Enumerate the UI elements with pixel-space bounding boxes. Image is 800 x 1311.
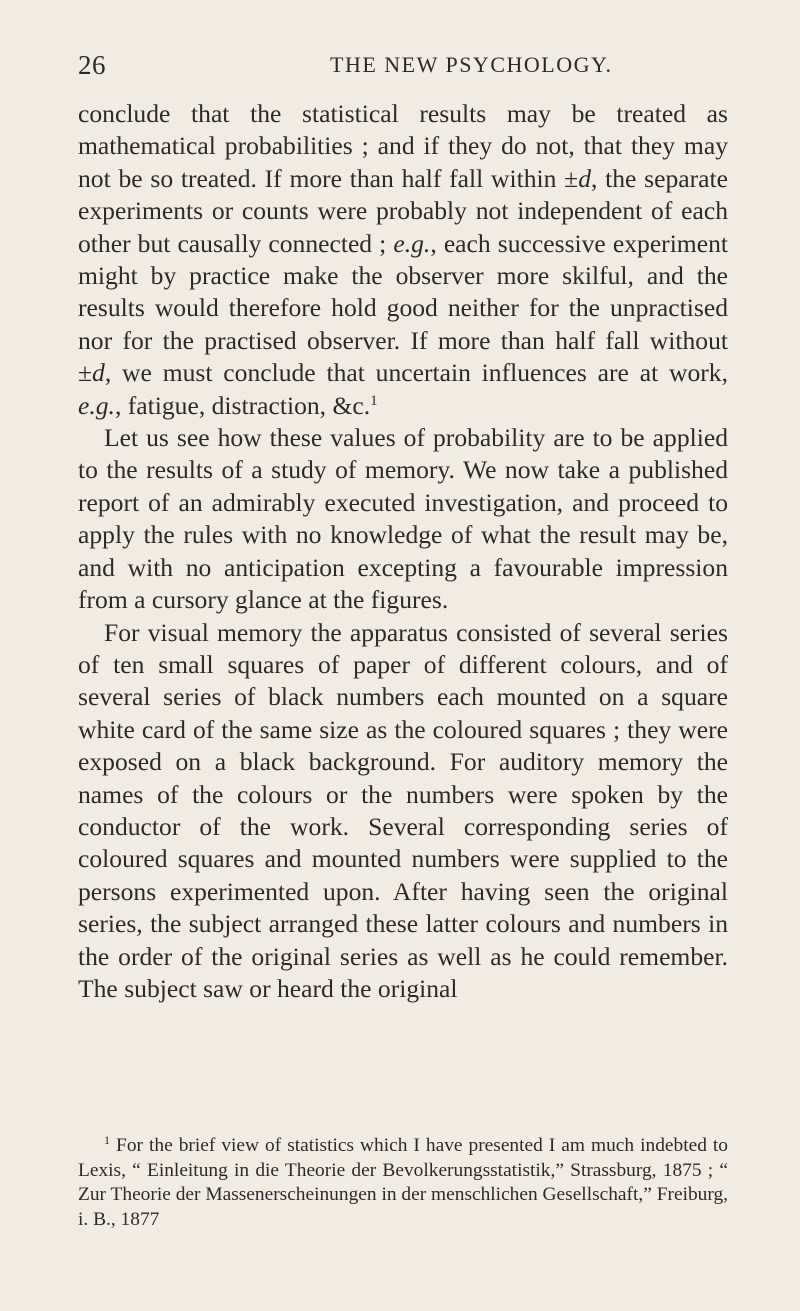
paragraph-2: Let us see how these values of probability are to be applied to the results of a study of memory. We now take a published report of an admirably executed investigation, and proceed to apply the rules with no knowledge of what the result may be, and with no anticipation excepting a favourable impression from a cursory glance at the figures. [78,423,728,615]
footnote-reference: 1 [370,392,378,409]
page-number: 26 [78,50,106,80]
footnote [78,1134,728,1232]
footnote-marker: 1 [104,1133,110,1147]
paragraph-1: conclude that the statistical results may be treated as mathematical probabilities ; and if they do not, that they may not be so treated. If more than half fall within ±d, the separate experiments or counts were probably not independent of each other but causally connected ; e.g., each successive experiment might by practice make the observer more skilful, and the results would therefore hold good neither for the unpractised nor for the practised observer. If more than half fall without ±d, we must conclude that uncertain influences are at work, e.g., fatigue, distraction, &c.$^1$ [78,99,728,420]
footnote-text: For the brief view of statistics which I have presented I am much indebted to Lexis, “ Einleitung in die Theorie der Bevolkerungsstatistik,” Strassburg, 1875 ; “ Zur Theorie der Massenerscheinungen in der menschlichen Gesellschaft,” Freiburg, i. B., 1877 [78,1135,728,1230]
running-title: THE NEW PSYCHOLOGY. [330,52,613,77]
page-header [78,50,728,86]
body-text [78,98,728,1005]
paragraph-3: For visual memory the apparatus consisted of several series of ten small squares of paper of different colours, and of several series of black numbers each mounted on a square white card of the same size as the coloured squares ; they were exposed on a black background. For auditory memory the names of the colours or the numbers were spoken by the conductor of the work. Several corresponding series of coloured squares and mounted numbers were supplied to the persons experimented upon. After having seen the original series, the subject arranged these latter colours and numbers in the order of the original series as well as he could remember. The subject saw or heard the original [78,617,728,1003]
